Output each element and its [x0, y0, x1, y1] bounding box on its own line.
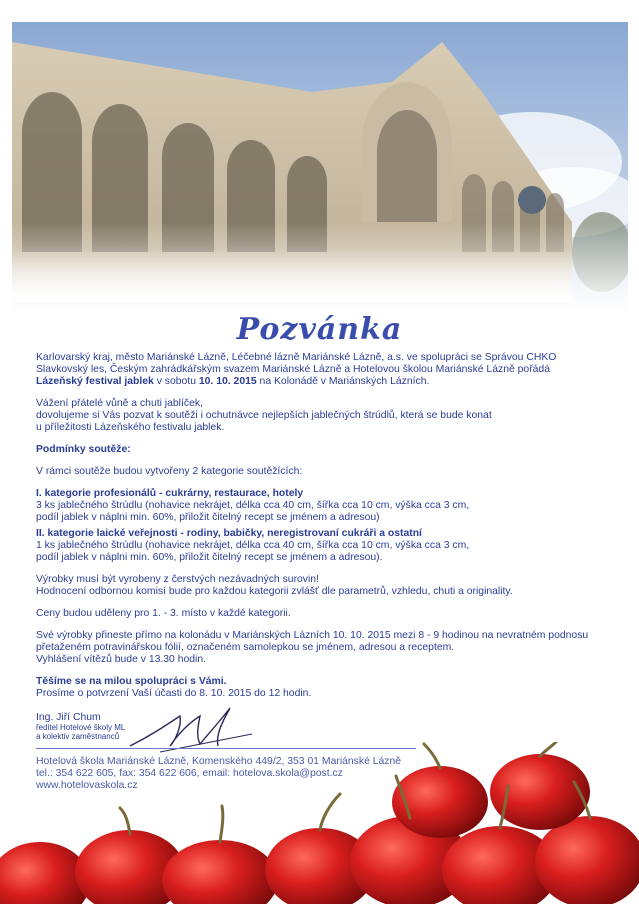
- colonnade-photo: [12, 22, 628, 312]
- delivery-line-3: Vyhlášení vítězů bude v 13.30 hodin.: [36, 654, 207, 665]
- signer-role-2: a kolektiv zaměstnanců: [36, 732, 120, 741]
- conditions-heading: Podmínky soutěže:: [36, 444, 131, 455]
- intro-end: na Kolonádě v Mariánských Lázních.: [256, 376, 430, 387]
- festival-date: 10. 10. 2015: [198, 376, 257, 387]
- category-2-line-2: podíl jablek v náplni min. 60%, přiložit čitelný recept se jménem a adresou).: [36, 552, 383, 563]
- footer-web[interactable]: www.hotelovaskola.cz: [36, 780, 138, 791]
- rules-line-1: Výrobky musí být vyrobeny z čerstvých nezávadných surovin!: [36, 574, 319, 585]
- signature-block: [36, 712, 125, 741]
- prizes-text: Ceny budou uděleny pro 1. - 3. místo v každé kategorii.: [36, 608, 291, 619]
- greeting-line-2: dovolujeme si Vás pozvat k soutěži i ochutnávce nejlepších jablečných štrúdlů, která se bude konat: [36, 410, 492, 421]
- category-2-line-1: 1 ks jablečného štrúdlu (nohavice nekrájet, délka cca 40 cm, šířka cca 10 cm, výška cca 3 cm,: [36, 540, 470, 551]
- invitation-title: Pozvánka: [236, 312, 403, 347]
- intro-line-3: [36, 376, 606, 388]
- signer-name: Ing. Jiří Chum: [36, 712, 101, 723]
- rsvp-text: Prosíme o potvrzení Vaší účasti do 8. 10. 2015 do 12 hodin.: [36, 688, 312, 699]
- delivery-line-1: Své výrobky přineste přímo na kolonádu v Mariánských Lázních 10. 10. 2015 mezi 8 - 9 hodinou na nevratném podnosu: [36, 630, 589, 641]
- intro-mid: v sobotu: [153, 376, 199, 387]
- rules-line-2: Hodnocení odbornou komisí bude pro každou kategorii zvlášť dle parametrů, vzhledu, chuti a originality.: [36, 586, 513, 597]
- footer-contact: tel.: 354 622 605, fax: 354 622 606, email: hotelova.skola@post.cz: [36, 768, 343, 779]
- delivery-line-2: přetaženém potravinářskou fólií, označeném samolepkou se jménem, adresou a receptem.: [36, 642, 455, 653]
- intro-line-1: Karlovarský kraj, město Mariánské Lázně, Léčebné lázně Mariánské Lázně, a.s. ve spolupráci se Správou CHKO: [36, 352, 557, 363]
- colonnade-illustration: [12, 22, 628, 312]
- intro-line-2: Slavkovský les, Českým zahrádkářským svazem Mariánské Lázně a Hotelovou školou Mariánské Lázně pořádá: [36, 364, 550, 375]
- footer-address: Hotelová škola Mariánské Lázně, Komenského 449/2, 353 01 Mariánské Lázně: [36, 756, 402, 767]
- categories-intro: V rámci soutěže budou vytvořeny 2 kategorie soutěžících:: [36, 466, 303, 477]
- category-1-line-2: podíl jablek v náplni min. 60%, přiložit čitelný recept se jménem a adresou): [36, 512, 380, 523]
- signer-role-1: ředitel Hotelové školy ML: [36, 723, 126, 732]
- category-1-title: I. kategorie profesionálů - cukrárny, restaurace, hotely: [36, 488, 304, 499]
- greeting-line-3: u příležitosti Lázeňského festivalu jablek.: [36, 422, 225, 433]
- category-2-title: II. kategorie laické veřejnosti - rodiny, babičky, neregistrovaní cukráři a ostatní: [36, 528, 422, 539]
- festival-name: Lázeňský festival jablek: [36, 376, 154, 387]
- greeting-line-1: Vážení přátelé vůně a chuti jablíček,: [36, 398, 203, 409]
- category-1-line-1: 3 ks jablečného štrúdlu (nohavice nekrájet, délka cca 40 cm, šířka cca 10 cm, výška cca 3 cm,: [36, 500, 470, 511]
- apples-decoration: [0, 742, 639, 904]
- closing-text: Těšíme se na milou spolupráci s Vámi.: [36, 676, 227, 687]
